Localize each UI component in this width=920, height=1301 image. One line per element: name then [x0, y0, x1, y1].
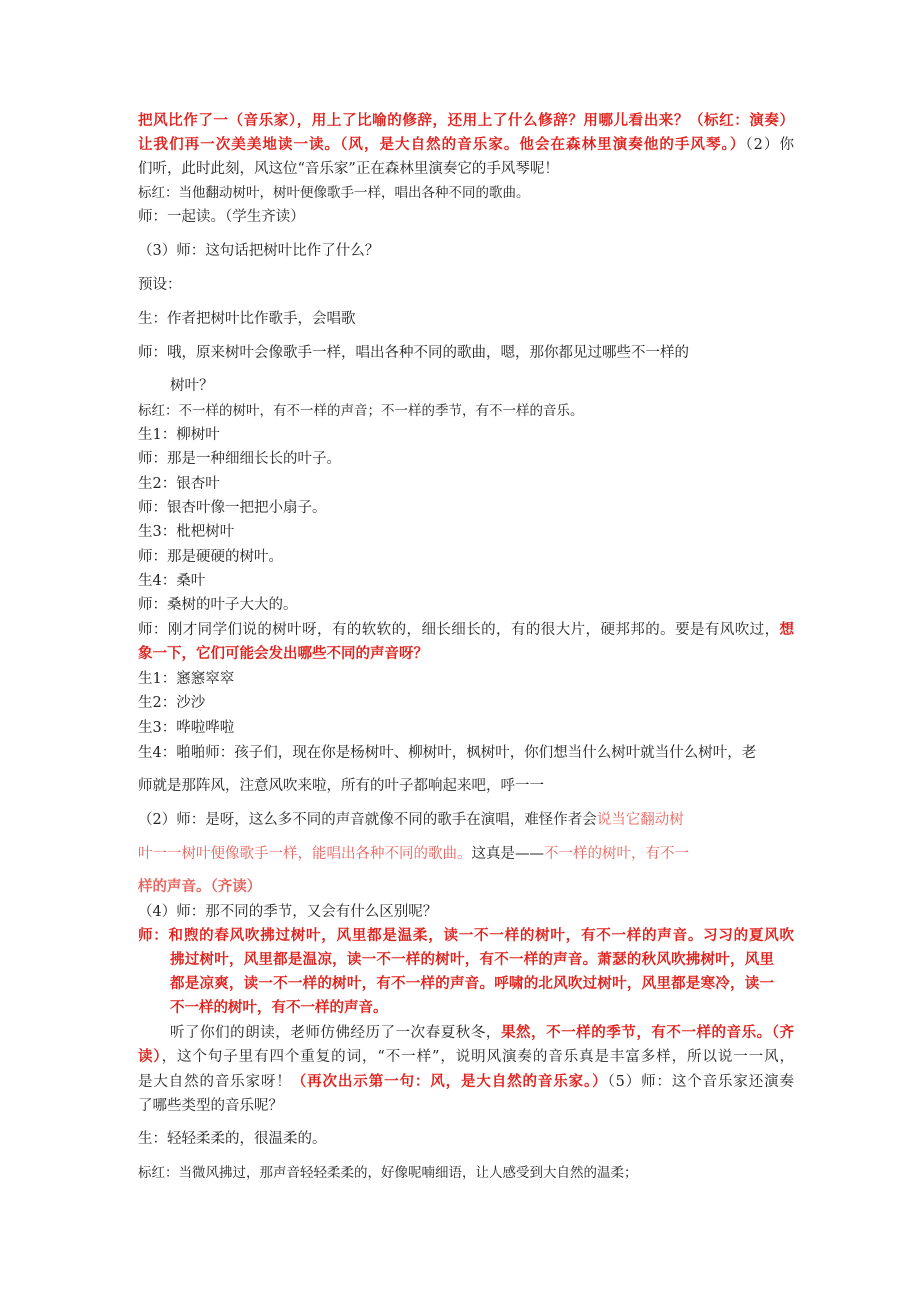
text-line-37: [138, 1072, 794, 1092]
text-line-24: 生3：哗啦哗啦: [138, 720, 235, 736]
text-line-35-red: 果然，不一样的季节，有不一样的音乐。（齐: [500, 1024, 794, 1041]
text-line-36-red: 读）: [138, 1048, 162, 1065]
text-line-12: 生1：柳树叶: [138, 427, 220, 443]
text-line-36-main: ，这个句子里有四个重复的词，“不一样”，说明风演奏的音乐真是丰富多样，所以说一一风，: [161, 1049, 795, 1065]
text-line-35: [170, 1023, 794, 1043]
text-line-20-red: 想: [779, 621, 794, 638]
text-line-37-red: （再次出示第一句：风，是大自然的音乐家。）: [291, 1073, 608, 1090]
text-line-18: 生4：桑叶: [138, 573, 206, 589]
text-line-2: [138, 135, 794, 155]
text-line-30: （4）师：那不同的季节，又会有什么区别呢？: [138, 904, 438, 920]
text-line-22: 生1：窸窸窣窣: [138, 671, 235, 687]
text-line-40: 标红：当微风拂过，那声音轻轻柔柔的，好像呢喃细语，让人感受到大自然的温柔；: [138, 1165, 638, 1181]
text-line-3: 们听，此时此刻，风这位“音乐家”正在森林里演奏它的手风琴呢！: [138, 161, 559, 177]
text-line-2-red: 让我们再一次美美地读一读。（风，是大自然的音乐家。他会在森林里演奏他的手风琴。）: [138, 136, 746, 153]
text-line-28: [138, 844, 689, 864]
text-line-38: 了哪些类型的音乐呢？: [138, 1098, 283, 1114]
text-line-19: 师：桑树的叶子大大的。: [138, 597, 298, 613]
text-line-8: 生：作者把树叶比作歌手，会唱歌: [138, 311, 356, 327]
text-line-16: 生3：枇杷树叶: [138, 524, 235, 540]
text-line-9: 师：哦，原来树叶会像歌手一样，唱出各种不同的歌曲，嗯，那你都见过哪些不一样的: [138, 345, 689, 361]
text-line-29: 样的声音。（齐读）: [138, 878, 262, 895]
text-line-27-pink: 说当它翻动树: [596, 812, 684, 828]
text-line-23: 生2：沙沙: [138, 695, 206, 711]
text-line-20: [138, 620, 794, 640]
text-line-35-main: 听了你们的朗读，老师仿佛经历了一次春夏秋冬，: [170, 1025, 501, 1041]
text-line-2-tail: （2）你: [745, 137, 794, 153]
text-line-20-main: 师：刚才同学们说的树叶呀，有的软软的，细长细长的，有的很大片，硬邦邦的。要是有风吹过，: [138, 622, 780, 638]
text-line-17: 师：那是硬硬的树叶。: [138, 549, 283, 565]
text-line-27-main: （2）师：是呀，这么多不同的声音就像不同的歌手在演唱，难怪作者会: [138, 812, 597, 828]
text-line-1: 把风比作了一（音乐家），用上了比喻的修辞，还用上了什么修辞？用哪儿看出来？（标红：演奏）: [138, 112, 794, 129]
text-line-7: 预设：: [138, 277, 182, 293]
text-line-31: 师：和煦的春风吹拂过树叶，风里都是温柔，读一不一样的树叶，有不一样的声音。习习的夏风吹: [138, 927, 794, 944]
text-line-11: 标红：不一样的树叶，有不一样的声音；不一样的季节，有不一样的音乐。: [138, 403, 584, 419]
text-line-10: 树叶？: [170, 378, 214, 394]
text-line-26: 师就是那阵风，注意风吹来啦，所有的叶子都响起来吧，呼一一: [138, 778, 544, 794]
text-line-28-pink-2: 不一样的树叶，有不一: [544, 846, 689, 862]
text-line-37-tail: （5）师：这个音乐家还演奏: [607, 1074, 795, 1090]
text-line-14: 生2：银杏叶: [138, 476, 220, 492]
text-line-33: 都是凉爽，读一不一样的树叶，有不一样的声音。呼啸的北风吹过树叶，风里都是寒冷，读一: [170, 975, 774, 992]
text-line-13: 师：那是一种细细长长的叶子。: [138, 451, 341, 467]
text-line-4: 标红：当他翻动树叶，树叶便像歌手一样，唱出各种不同的歌曲。: [138, 185, 530, 201]
text-line-15: 师：银杏叶像一把把小扇子。: [138, 500, 327, 516]
text-line-6: （3）师：这句话把树叶比作了什么？: [138, 243, 380, 259]
text-line-5: 师：一起读。（学生齐读）: [138, 209, 305, 225]
text-line-39: 生：轻轻柔柔的，很温柔的。: [138, 1131, 327, 1147]
text-line-25: 生4：啪啪师：孩子们，现在你是杨树叶、柳树叶，枫树叶，你们想当什么树叶就当什么树叶，老: [138, 745, 757, 761]
text-line-21: 象一下，它们可能会发出哪些不同的声音呀？: [138, 645, 428, 662]
text-line-27: [138, 810, 684, 830]
text-line-36: [138, 1047, 794, 1067]
text-line-37-main: 是大自然的音乐家呀！: [138, 1074, 292, 1090]
text-line-34: 不一样的树叶，有不一样的声音。: [170, 999, 388, 1016]
text-line-32: 拂过树叶，风里都是温凉，读一不一样的树叶，有不一样的声音。萧瑟的秋风吹拂树叶，风里: [170, 951, 774, 968]
text-line-28-pink: 叶一一树叶便像歌手一样，能唱出各种不同的歌曲。: [138, 846, 472, 862]
text-line-28-main: 这真是——: [471, 846, 544, 862]
